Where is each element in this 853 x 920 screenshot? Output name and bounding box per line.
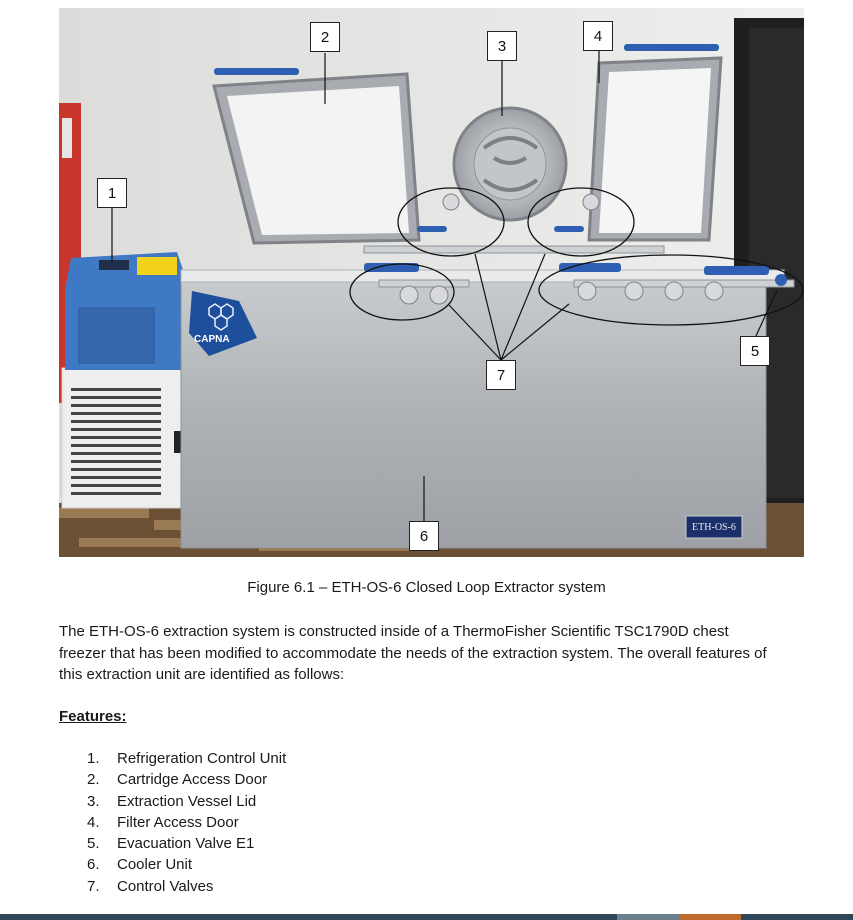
extractor-photo: [59, 8, 804, 557]
list-number: 6.: [87, 856, 100, 874]
features-list: [87, 748, 286, 897]
list-number: 4.: [87, 813, 100, 831]
list-number: 3.: [87, 792, 100, 810]
list-label: Cartridge Access Door: [117, 771, 268, 789]
list-item: [87, 812, 286, 833]
callout-2: 2: [310, 22, 340, 52]
list-item: [87, 769, 286, 790]
figure-caption: Figure 6.1 – ETH-OS-6 Closed Loop Extractor system: [247, 579, 606, 596]
callout-6: 6: [409, 521, 439, 551]
features-heading: Features:: [59, 708, 127, 725]
list-number: 2.: [87, 771, 100, 789]
list-item: [87, 876, 286, 897]
callout-5: 5: [740, 336, 770, 366]
list-label: Filter Access Door: [117, 813, 239, 831]
footer-accent-orange: [679, 914, 741, 920]
extractor-illustration: [59, 8, 804, 557]
list-item: [87, 748, 286, 769]
list-number: 5.: [87, 835, 100, 853]
list-item: [87, 854, 286, 875]
list-label: Control Valves: [117, 877, 214, 895]
list-label: Evacuation Valve E1: [117, 835, 255, 853]
nameplate-text: ETH-OS-6: [692, 522, 736, 533]
capna-logo-text: CAPNA: [194, 334, 230, 345]
footer-accent: [617, 914, 679, 920]
list-item: [87, 791, 286, 812]
list-label: Refrigeration Control Unit: [117, 750, 287, 767]
list-label: Cooler Unit: [117, 856, 193, 874]
callout-1: 1: [97, 178, 127, 208]
callout-3: 3: [487, 31, 517, 61]
callout-4: 4: [583, 21, 613, 51]
list-label: Extraction Vessel Lid: [117, 792, 257, 810]
footer-bar: [0, 914, 853, 920]
callout-7: 7: [486, 360, 516, 390]
intro-paragraph: The ETH-OS-6 extraction system is constructed inside of a ThermoFisher Scientific TSC1790D chest freezer that has been modified to accommodate the needs of the extraction system. The overall features of this extraction unit are identified as follows:: [59, 623, 767, 683]
list-item: [87, 833, 286, 854]
list-number: 1.: [87, 750, 100, 767]
list-number: 7.: [87, 877, 100, 895]
